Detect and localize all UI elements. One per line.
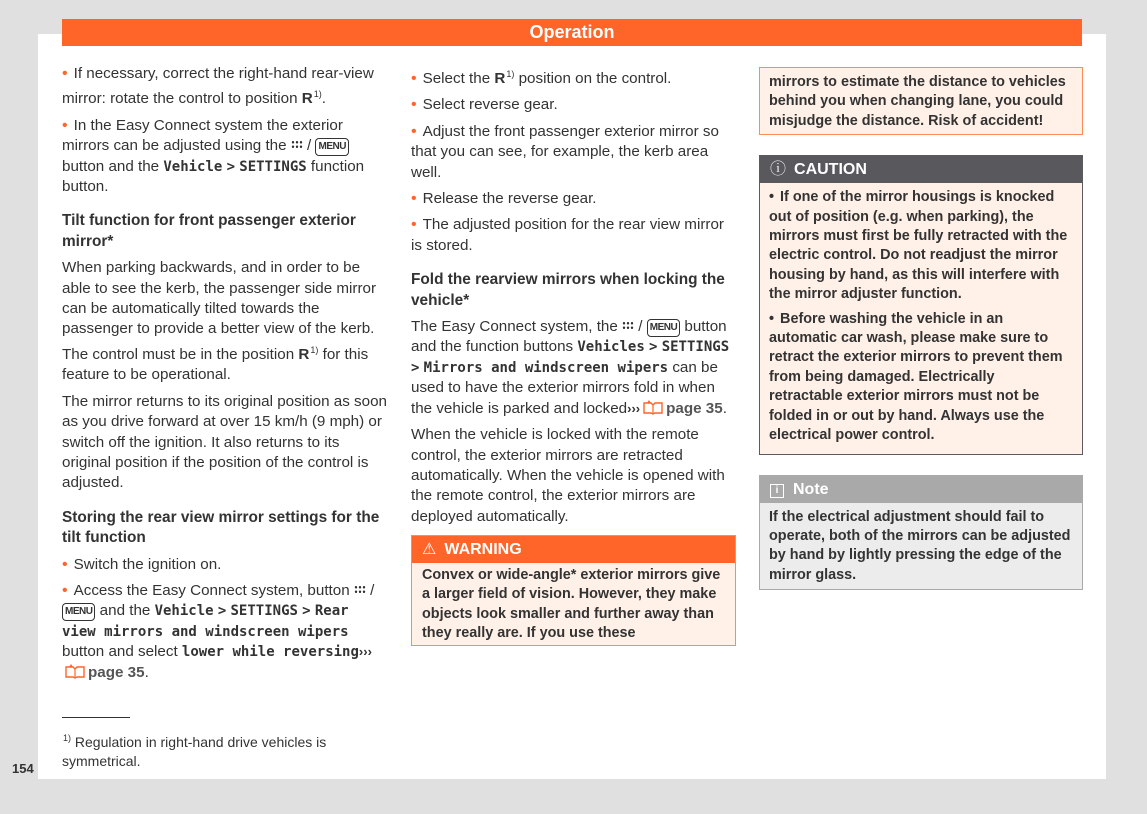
section-header: Operation xyxy=(62,19,1082,46)
heading-tilt-function: Tilt function for front passenger exterior mirror* xyxy=(62,212,356,250)
page-number: 154 xyxy=(12,761,34,776)
warning-title: WARNING xyxy=(444,541,522,559)
menu-key-icon: MENU xyxy=(647,319,680,337)
book-reference-icon xyxy=(64,663,86,679)
note-header xyxy=(760,476,1082,503)
heading-storing-settings: Storing the rear view mirror settings for the tilt function xyxy=(62,508,380,547)
warning-header xyxy=(412,536,735,563)
caution-circle-icon: ⓘ xyxy=(770,161,787,179)
bullet-access-easy-connect: • Access the Easy Connect system, button / MENU and the Vehicle > SETTINGS > Rear view mirrors and windscreen wipers button and select lower while reversing›››page 35. xyxy=(62,581,387,683)
para-tilt-description: When parking backwards, and in order to be able to see the kerb, the passenger side mirror can be automatically tilted towards the passenger to provide a better view of the kerb. The control must be in the position $R^{1)}$ for this feature to be operational. xyxy=(62,259,377,384)
bullet-release-gear: • Release the reverse gear. xyxy=(411,189,736,209)
bullet-ignition-on: • Switch the ignition on. xyxy=(62,555,387,575)
column-2 xyxy=(411,64,736,646)
warning-box xyxy=(411,535,736,646)
caution-item: • Before washing the vehicle in an automatic car wash, please make sure to retract the exterior mirrors to prevent them from being damaged. Electrically retractable exterior mirrors must not be folded in or out by hand. Always use the electrical power control. xyxy=(769,310,1072,446)
para-fold-instructions: The Easy Connect system, the / MENU button and the function buttons Vehicles > SETTINGS > Mirrors and windscreen wipers can be used to have the exterior mirrors fold in when the vehicle is parked and locked››› page 35. xyxy=(411,318,730,417)
warning-triangle-icon: ⚠ xyxy=(422,541,437,559)
bullet-correct-mirror: • If necessary, correct the right-hand rear-view mirror: rotate the control to position $R^{1)}$. xyxy=(62,64,387,110)
para-remote-control: When the vehicle is locked with the remote control, the exterior mirrors are retracted automatically. When the vehicle is opened with the remote control, the exterior mirrors are deployed automatically. xyxy=(411,426,725,525)
para-mirror-returns: The mirror returns to its original position as soon as you drive forward at over 15 km/h (9 mph) or switch off the ignition. It also returns to its original position if the position of the control is adjusted. xyxy=(62,392,387,492)
caution-item: • If one of the mirror housings is knocked out of position (e.g. when parking), the mirrors must first be fully retracted with the electric control. Do not readjust the mirror housing by hand, as this will interfere with the mirror adjuster function. xyxy=(769,188,1072,304)
apps-grid-icon xyxy=(354,585,366,594)
footnote-divider xyxy=(62,717,130,718)
bullet-reverse-gear: • Select reverse gear. xyxy=(411,95,736,115)
apps-grid-icon xyxy=(622,321,634,330)
footnote: $^{1)}$ Regulation in right-hand drive vehicles is symmetrical. xyxy=(62,733,327,769)
heading-fold-mirrors: Fold the rearview mirrors when locking the vehicle* xyxy=(411,271,725,309)
column-3 xyxy=(759,67,1083,590)
bullet-position-stored: • The adjusted position for the rear view mirror is stored. xyxy=(411,215,736,256)
caution-header xyxy=(760,156,1082,183)
note-box xyxy=(759,475,1083,591)
note-title: Note xyxy=(793,480,829,498)
column-1 xyxy=(62,64,387,689)
book-reference-icon xyxy=(642,399,664,415)
apps-grid-icon xyxy=(291,140,303,149)
bullet-adjust-mirror: • Adjust the front passenger exterior mirror so that you can see, for example, the kerb area well. xyxy=(411,122,736,183)
menu-key-icon: MENU xyxy=(315,138,348,156)
note-body: If the electrical adjustment should fail to operate, both of the mirrors can be adjusted by hand by lightly pressing the edge of the mirror glass. xyxy=(769,508,1071,583)
caution-body xyxy=(760,183,1082,453)
bullet-select-r: • Select the $R^{1)}$ position on the control. xyxy=(411,64,736,89)
page-35-link[interactable]: page 35 xyxy=(666,399,723,417)
caution-title: CAUTION xyxy=(794,161,867,179)
bullet-easy-connect: • In the Easy Connect system the exterior mirrors can be adjusted using the / MENU button and the Vehicle > SETTINGS function button. xyxy=(62,116,387,198)
caution-box xyxy=(759,155,1083,454)
warning-continued: mirrors to estimate the distance to vehicles behind you when changing lane, you could misjudge the distance. Risk of accident! xyxy=(759,67,1083,135)
menu-key-icon: MENU xyxy=(62,603,95,621)
info-icon: i xyxy=(770,484,784,498)
warning-body: Convex or wide-angle* exterior mirrors give a larger field of vision. However, they make objects look smaller and further away than they really are. If you use these xyxy=(422,567,721,641)
page-35-link[interactable]: page 35 xyxy=(88,663,145,681)
